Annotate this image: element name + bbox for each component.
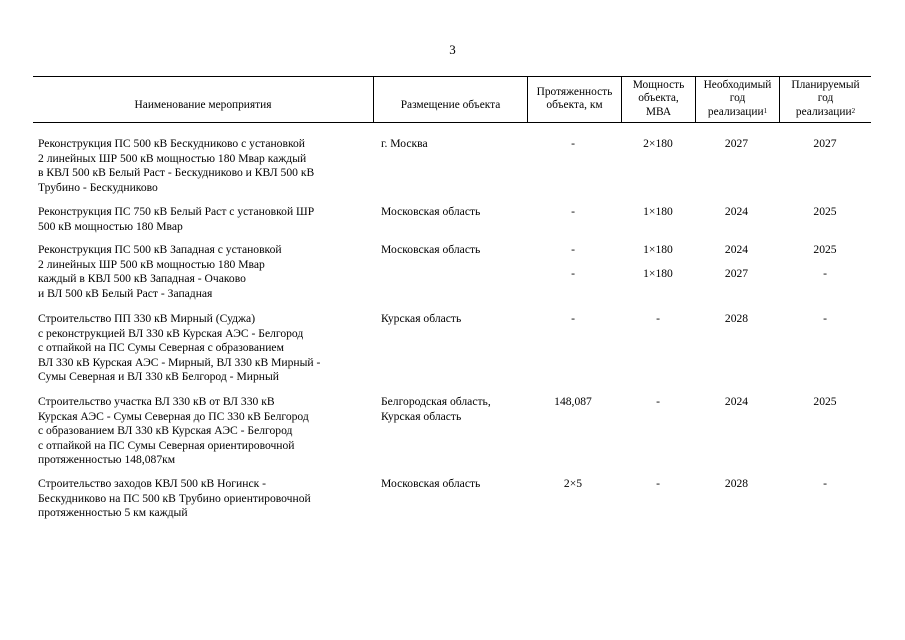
planned-year: 2025	[813, 205, 837, 218]
placement: Московская область	[381, 477, 481, 490]
length-value: -	[571, 205, 575, 218]
power-value: 1×180	[643, 205, 673, 218]
power-value: -	[656, 312, 660, 325]
header-length: Протяженность объекта, км	[536, 85, 613, 111]
placement: Белгородская область, Курская область	[381, 395, 491, 423]
header-needed-year: Необходимый год реализации$^1$	[703, 78, 772, 118]
header-planned-year: Планируемый год реализации$^2$	[791, 78, 860, 118]
measure-name: Строительство заходов КВЛ 500 кВ Ногинск - Бескудниково на ПС 500 кВ Трубино ориентировочной протяженностью 5 км каждый	[38, 477, 311, 520]
placement: Московская область	[381, 205, 481, 218]
measure-name: Строительство участка ВЛ 330 кВ от ВЛ 330 кВ Курская АЭС - Сумы Северная до ПС 330 кВ Белгород с образованием ВЛ 330 кВ Курская АЭС - Белгород с отпайкой на ПС Сумы Северная ориентировочной протяженностью 148,087км	[38, 395, 309, 467]
placement: Московская область	[381, 243, 481, 256]
power-value: 2×180	[643, 137, 673, 150]
power-value: -	[656, 395, 660, 408]
placement: г. Москва	[381, 137, 428, 150]
header-bottom-rule	[33, 122, 871, 123]
measure-name: Реконструкция ПС 500 кВ Западная с установкой 2 линейных ШР 500 кВ мощностью 180 Мвар каждый в КВЛ 500 кВ Западная - Очаково и ВЛ 500 кВ Белый Раст - Западная	[38, 243, 282, 300]
length-value: - -	[571, 243, 575, 280]
length-value: 2×5	[563, 477, 583, 490]
planned-year: 2027	[813, 137, 837, 150]
length-value: -	[571, 137, 575, 150]
measure-name: Реконструкция ПС 500 кВ Бескудниково с установкой 2 линейных ШР 500 кВ мощностью 180 Мвар каждый в КВЛ 500 кВ Белый Раст - Бескудниково и КВЛ 500 кВ Трубино - Бескудниково	[38, 137, 315, 194]
page-number: 3	[449, 42, 456, 57]
needed-year: 2024	[724, 205, 749, 218]
header-placement: Размещение объекта	[400, 99, 501, 112]
placement: Курская область	[381, 312, 462, 325]
planned-year: -	[823, 312, 827, 325]
header-name: Наименование мероприятия	[134, 99, 272, 112]
planned-year: 2025 -	[813, 243, 837, 280]
length-value: 148,087	[554, 395, 592, 408]
measure-name: Реконструкция ПС 750 кВ Белый Раст с установкой ШР 500 кВ мощностью 180 Мвар	[38, 205, 315, 233]
needed-year: 2028	[724, 312, 749, 325]
needed-year: 2024 2027	[724, 243, 749, 280]
needed-year: 2024	[724, 395, 749, 408]
header-power: Мощность объекта, МВА	[632, 78, 685, 118]
planned-year: -	[823, 477, 827, 490]
needed-year: 2027	[724, 137, 749, 150]
planned-year: 2025	[813, 395, 837, 408]
power-value: -	[656, 477, 660, 490]
length-value: -	[571, 312, 575, 325]
needed-year: 2028	[724, 477, 749, 490]
power-value: 1×180 1×180	[643, 243, 673, 280]
measure-name: Строительство ПП 330 кВ Мирный (Суджа) с реконструкцией ВЛ 330 кВ Курская АЭС - Белгород с отпайкой на ПС Сумы Северная с образованием ВЛ 330 кВ Курская АЭС - Мирный, ВЛ 330 кВ Мирный - Сумы Северная и ВЛ 330 кВ Белгород - Мирный	[38, 312, 321, 384]
